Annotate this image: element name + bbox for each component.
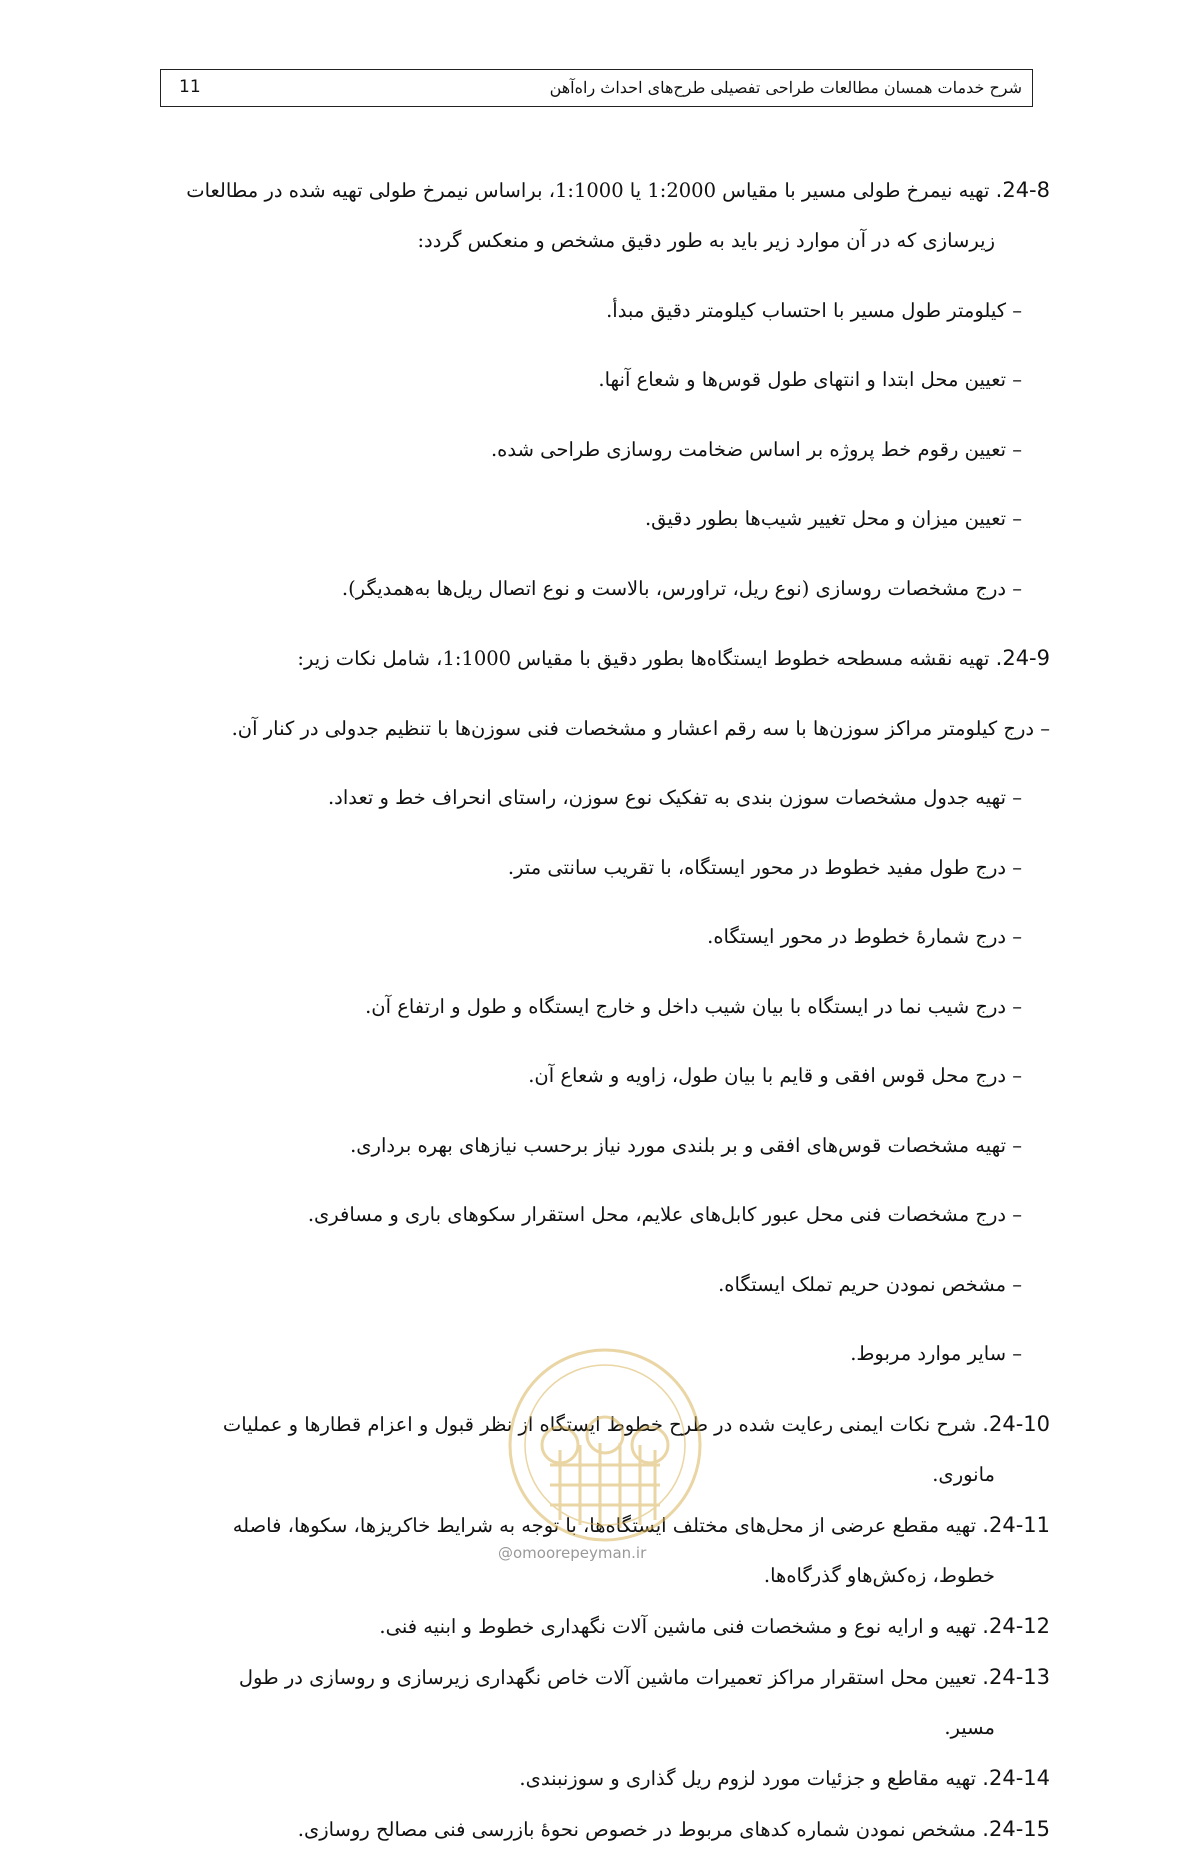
section-number: 24-13. (982, 1664, 1050, 1689)
section-number: 24-10. (982, 1411, 1050, 1436)
section-text: تهیه نیمرخ طولی مسیر با مقیاس 1:2000 یا 1:1000، براساس نیمرخ طولی تهیه شده در مطالعات (186, 179, 996, 202)
section-text: تهیه مقاطع و جزئیات مورد لزوم ریل گذاری و سوزنبندی. (519, 1766, 983, 1790)
page-body (170, 165, 1050, 1855)
list-item: – درج شمارهٔ خطوط در محور ایستگاه. (707, 925, 1022, 948)
list-item: – درج مشخصات روسازی (نوع ریل، تراورس، بالاست و نوع اتصال ریل‌ها به‌همدیگر). (341, 576, 1022, 600)
section-number: 24-9. (995, 646, 1050, 670)
section-continuation: زیرسازی که در آن موارد زیر باید به طور دقیق مشخص و منعکس گردد: (417, 229, 995, 252)
section-continuation: خطوط، زه‌کش‌هاو گذرگاه‌ها. (763, 1563, 995, 1587)
list-item: – کیلومتر طول مسیر با احتساب کیلومتر دقیق مبدأ. (606, 298, 1022, 322)
header-title: شرح خدمات همسان مطالعات طراحی تفصیلی طرح‌های احداث راه‌آهن (549, 78, 1022, 97)
section-24-13 (170, 1652, 1050, 1703)
section-24-8 (170, 165, 1050, 216)
list-item: – تعیین رقوم خط پروژه بر اساس ضخامت روسازی طراحی شده. (490, 437, 1022, 461)
section-continuation: مانوری. (932, 1462, 995, 1486)
list-item: – تعیین میزان و محل تغییر شیب‌ها بطور دقیق. (644, 507, 1022, 530)
list-item: – تهیه مشخصات قوس‌های افقی و بر بلندی مورد نیاز برحسب نیازهای بهره برداری. (350, 1133, 1022, 1157)
section-number: 24-15. (982, 1816, 1050, 1841)
page-header (160, 69, 1033, 107)
section-24-15 (170, 1804, 1050, 1855)
section-text: تهیه و ارایه نوع و مشخصات فنی ماشین آلات نگهداری خطوط و ابنیه فنی. (379, 1614, 983, 1638)
section-text: تهیه نقشه مسطحه خطوط ایستگاه‌ها بطور دقیق با مقیاس 1:1000، شامل نکات زیر: (297, 647, 996, 670)
section-text: تعیین محل استقرار مراکز تعمیرات ماشین آلات خاص نگهداری زیرسازی و روسازی در طول (238, 1665, 983, 1689)
section-text: مشخص نمودن شماره کدهای مربوط در خصوص نحوهٔ بازرسی فنی مصالح روسازی. (297, 1817, 983, 1841)
list-item: – درج کیلومتر مراکز سوزن‌ها با سه رقم اعشار و مشخصات فنی سوزن‌ها با تنظیم جدولی در کنار آن. (231, 716, 1050, 740)
list-item: – درج مشخصات فنی محل عبور کابل‌های علایم، محل استقرار سکوهای باری و مسافری. (307, 1203, 1022, 1226)
list-item: – مشخص نمودن حریم تملک ایستگاه. (718, 1272, 1022, 1296)
list-item: – درج شیب نما در ایستگاه با بیان شیب داخل و خارج ایستگاه و طول و ارتفاع آن. (365, 994, 1022, 1018)
section-number: 24-8. (995, 178, 1050, 202)
section-text: شرح نکات ایمنی رعایت شده در طرح خطوط ایستگاه از نظر قبول و اعزام قطارها و عملیات (222, 1412, 983, 1436)
section-number: 24-12. (982, 1613, 1050, 1638)
watermark-url: @omoorepeyman.ir (498, 1544, 647, 1562)
section-text: تهیه مقطع عرضی از محل‌های مختلف ایستگاه‌ها، با توجه به شرایط خاکریزها، سکوها، فاصله (232, 1513, 983, 1537)
section-continuation: مسیر. (944, 1715, 995, 1739)
list-item: – تعیین محل ابتدا و انتهای طول قوس‌ها و شعاع آنها. (598, 368, 1022, 391)
page-number: 11 (179, 77, 201, 97)
section-24-12 (170, 1601, 1050, 1652)
section-number: 24-14. (982, 1765, 1050, 1790)
list-item: – درج طول مفید خطوط در محور ایستگاه، با تقریب سانتی متر. (507, 855, 1022, 879)
list-item: – درج محل قوس افقی و قایم با بیان طول، زاویه و شعاع آن. (528, 1064, 1022, 1087)
list-item: – سایر موارد مربوط. (850, 1342, 1022, 1365)
list-item: – تهیه جدول مشخصات سوزن بندی به تفکیک نوع سوزن، راستای انحراف خط و تعداد. (327, 786, 1022, 809)
section-24-9 (170, 633, 1050, 684)
section-number: 24-11. (982, 1512, 1050, 1537)
section-24-14 (170, 1753, 1050, 1804)
